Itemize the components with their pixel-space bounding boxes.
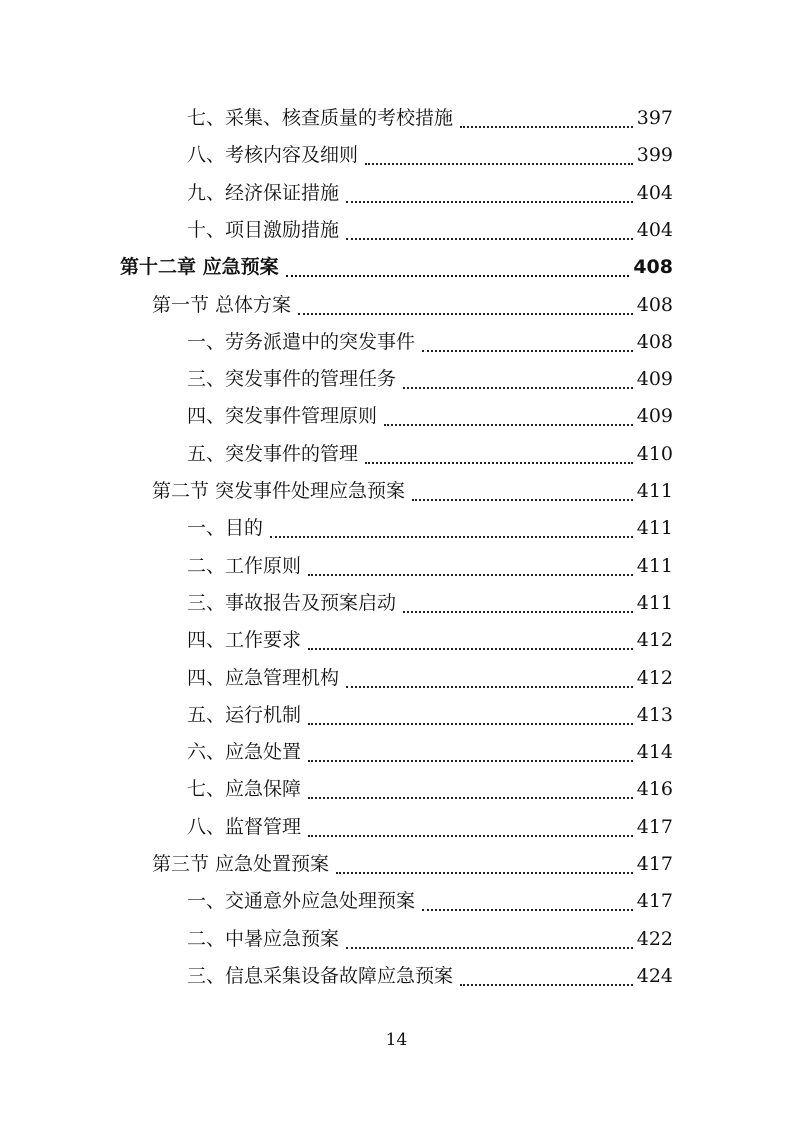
toc-entry-page: 404: [636, 181, 673, 204]
toc-leader-dots: [308, 722, 633, 725]
toc-entry-page: 399: [636, 144, 673, 167]
toc-entry-page: 416: [636, 778, 673, 801]
toc-leader-dots: [346, 200, 633, 203]
toc-leader-dots: [403, 610, 633, 613]
toc-entry-page: 408: [633, 256, 673, 279]
toc-leader-dots: [308, 759, 633, 762]
toc-leader-dots: [308, 573, 633, 576]
toc-leader-dots: [365, 162, 633, 165]
toc-entry-page: 411: [636, 480, 673, 502]
toc-entry[interactable]: [187, 958, 673, 995]
toc-leader-dots: [403, 386, 633, 389]
toc-leader-dots: [460, 983, 633, 986]
toc-entry-label: 二、工作原则: [187, 554, 302, 577]
toc-leader-dots: [422, 908, 633, 911]
toc-entry-page: 412: [636, 629, 673, 652]
toc-leader-dots: [412, 498, 633, 501]
toc-entry[interactable]: [187, 771, 673, 808]
toc-entry-label: 五、突发事件的管理: [187, 442, 359, 465]
toc-leader-dots: [270, 535, 633, 538]
toc-entry-page: 408: [636, 293, 673, 316]
toc-entry-label: 四、工作要求: [187, 629, 302, 652]
toc-entry-label: 三、突发事件的管理任务: [187, 368, 397, 391]
toc-entry[interactable]: [187, 734, 673, 771]
toc-entry-label: 四、应急管理机构: [187, 666, 340, 689]
toc-entry-page: 411: [636, 591, 673, 614]
toc-entry-page: 414: [636, 741, 673, 764]
toc-entry-label: 八、考核内容及细则: [187, 144, 359, 167]
toc-entry[interactable]: [187, 100, 673, 137]
toc-entry[interactable]: [187, 324, 673, 361]
toc-entry-page: 417: [636, 853, 673, 875]
toc-entry-page: 417: [636, 890, 673, 913]
toc-entry-label: 八、监督管理: [187, 815, 302, 838]
toc-entry-label: 第十二章 应急预案: [120, 256, 279, 279]
toc-entry[interactable]: [120, 249, 673, 286]
toc-entry-page: 422: [636, 927, 673, 950]
toc-leader-dots: [286, 274, 630, 277]
toc-entry-label: 第三节 应急处置预案: [152, 853, 330, 875]
toc-entry[interactable]: [187, 697, 673, 734]
toc-entry[interactable]: [187, 510, 673, 547]
toc-entry-page: 409: [636, 405, 673, 428]
toc-entry[interactable]: [187, 809, 673, 846]
toc-leader-dots: [365, 461, 633, 464]
toc-leader-dots: [308, 834, 633, 837]
toc-entry-page: 411: [636, 554, 673, 577]
toc-entry-label: 七、应急保障: [187, 778, 302, 801]
toc-leader-dots: [346, 237, 633, 240]
toc-entry[interactable]: [187, 921, 673, 958]
toc-leader-dots: [336, 871, 633, 874]
toc-entry-label: 七、采集、核查质量的考校措施: [187, 107, 454, 129]
toc-entry[interactable]: [187, 660, 673, 697]
toc-entry-page: 410: [636, 442, 673, 465]
toc-leader-dots: [384, 423, 633, 426]
toc-leader-dots: [346, 685, 633, 688]
toc-entry-label: 一、交通意外应急处理预案: [187, 890, 416, 913]
toc-entry[interactable]: [187, 436, 673, 473]
toc-entry-label: 一、劳务派遣中的突发事件: [187, 330, 416, 353]
toc-leader-dots: [422, 349, 633, 352]
toc-entry-label: 十、项目激励措施: [187, 218, 340, 241]
toc-entry-label: 三、信息采集设备故障应急预案: [187, 964, 454, 987]
toc-leader-dots: [460, 125, 633, 128]
toc-entry[interactable]: [187, 361, 673, 398]
toc-entry[interactable]: [187, 212, 673, 249]
toc-entry[interactable]: [187, 585, 673, 622]
toc-entry[interactable]: [152, 287, 673, 324]
toc-entry[interactable]: [187, 175, 673, 212]
page-number: 14: [385, 1030, 408, 1050]
toc-leader-dots: [298, 312, 633, 315]
toc-entry-page: 417: [636, 815, 673, 838]
toc-entry-label: 五、运行机制: [187, 703, 302, 726]
toc-entry[interactable]: [187, 883, 673, 920]
toc-entry[interactable]: [152, 846, 673, 883]
toc-entry-page: 411: [636, 517, 673, 540]
toc-entry-label: 四、突发事件管理原则: [187, 405, 378, 428]
toc-entry-label: 三、事故报告及预案启动: [187, 591, 397, 614]
toc-entry-page: 413: [636, 703, 673, 726]
toc-entry[interactable]: [187, 622, 673, 659]
toc-leader-dots: [308, 647, 633, 650]
toc-entry-label: 六、应急处置: [187, 741, 302, 764]
toc-leader-dots: [346, 946, 633, 949]
toc-entry[interactable]: [187, 548, 673, 585]
toc-entry-page: 408: [636, 330, 673, 353]
toc-entry-page: 412: [636, 666, 673, 689]
toc-entry-label: 九、经济保证措施: [187, 181, 340, 204]
toc-entry-label: 二、中暑应急预案: [187, 927, 340, 950]
toc-entry-page: 397: [636, 107, 673, 129]
toc-leader-dots: [308, 796, 633, 799]
toc-entry[interactable]: [187, 137, 673, 174]
toc-entry-page: 404: [636, 218, 673, 241]
toc-entry[interactable]: [187, 398, 673, 435]
toc-entry[interactable]: [152, 473, 673, 510]
toc-entry-label: 第一节 总体方案: [152, 293, 292, 316]
toc-entry-page: 424: [636, 964, 673, 987]
toc-entry-label: 第二节 突发事件处理应急预案: [152, 480, 406, 502]
toc-entry-page: 409: [636, 368, 673, 391]
toc-entry-label: 一、目的: [187, 517, 264, 540]
